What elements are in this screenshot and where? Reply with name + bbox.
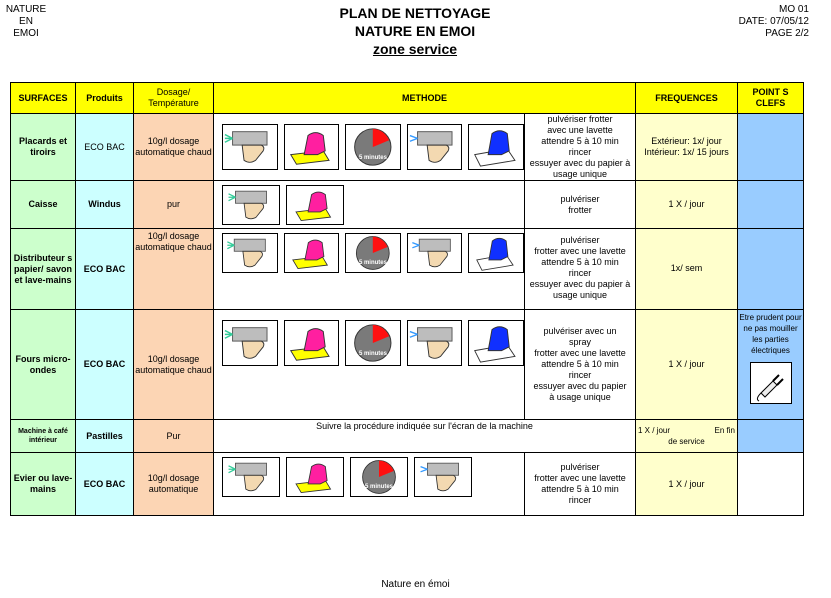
scrub-icon	[284, 233, 340, 273]
method-line: frotter avec une lavette	[534, 348, 626, 358]
table-row	[11, 229, 804, 310]
scrub-icon	[284, 124, 340, 170]
method-line: usage unique	[552, 169, 608, 179]
scrub-icon	[286, 457, 344, 497]
frequency-line: 1x/ sem	[670, 263, 703, 273]
table-row	[11, 453, 804, 516]
wipe-icon	[468, 320, 524, 366]
timer-icon	[345, 233, 401, 273]
key-points-cell	[738, 453, 804, 516]
dosage-header-2: Température	[148, 98, 199, 108]
points-header-2: CLEFS	[755, 98, 786, 108]
cleaning-plan-table	[10, 82, 804, 516]
method-line: pulvériser	[560, 235, 600, 245]
method-line: frotter	[568, 204, 592, 215]
frequency-cell	[636, 310, 738, 420]
table-header-row	[11, 83, 804, 114]
product-cell: Pastilles	[76, 420, 134, 453]
rinse-icon	[414, 457, 472, 497]
product-cell: ECO BAC	[76, 229, 134, 310]
method-line: attendre 5 à 10 min	[541, 359, 619, 369]
doc-page: PAGE 2/2	[765, 28, 809, 39]
frequency-cell	[636, 181, 738, 229]
dosage-header-1: Dosage/	[156, 87, 191, 97]
document-meta	[739, 4, 809, 40]
method-icons-cell	[214, 310, 525, 420]
frequency-line: Extérieur: 1x/ jour	[651, 136, 722, 146]
method-line: pulvériser	[560, 462, 600, 472]
surface-cell: Caisse	[11, 181, 76, 229]
col-header-surfaces: SURFACES	[11, 83, 76, 114]
dosage-cell: 10g/l dosage automatique chaud	[134, 310, 214, 420]
doc-date: DATE: 07/05/12	[738, 16, 809, 27]
frequency-line: 1 X / jour	[638, 426, 671, 435]
frequency-line: 1 X / jour	[668, 199, 705, 209]
company-line: NATURE	[5, 4, 47, 15]
title-line-1: PLAN DE NETTOYAGE	[339, 5, 491, 21]
frequency-line: de service	[668, 437, 705, 446]
key-points-cell	[738, 114, 804, 181]
dosage-cell: 10g/l dosage automatique chaud	[134, 229, 214, 310]
method-icons-cell	[214, 453, 525, 516]
frequency-line: 1 X / jour	[668, 359, 705, 369]
method-line: attendre 5 à 10 min	[541, 136, 619, 146]
title-line-2: NATURE EN EMOI	[354, 23, 476, 39]
dosage-cell: pur	[134, 181, 214, 229]
table-row	[11, 310, 804, 420]
surface-cell: Evier ou lave-mains	[11, 453, 76, 516]
surface-cell: Placards et tiroirs	[11, 114, 76, 181]
wipe-icon	[468, 233, 524, 273]
key-points-cell	[738, 181, 804, 229]
table-row	[11, 181, 804, 229]
timer-icon	[345, 320, 401, 366]
scrub-icon	[284, 320, 340, 366]
dosage-cell: 10g/l dosage automatique chaud	[134, 114, 214, 181]
col-header-produits: Produits	[76, 83, 134, 114]
method-line: attendre 5 à 10 min	[541, 484, 619, 494]
procedure-cell: Suivre la procédure indiquée sur l'écran de la machine	[214, 420, 636, 453]
timer-icon	[350, 457, 408, 497]
method-text-cell	[525, 453, 636, 516]
frequency-cell	[636, 420, 738, 453]
points-header-1: POINT S	[752, 87, 789, 97]
timer-label: 5 minutes	[358, 260, 387, 266]
method-line: à usage unique	[549, 392, 611, 402]
doc-ref: MO 01	[778, 4, 809, 15]
method-line: pulvériser frotter	[547, 114, 613, 124]
method-line: avec une lavette	[547, 125, 613, 135]
surface-cell: Fours micro-ondes	[11, 310, 76, 420]
col-header-methode: METHODE	[214, 83, 636, 114]
timer-label: 5 minutes	[364, 484, 393, 490]
spray-icon	[222, 457, 280, 497]
rinse-icon	[407, 233, 463, 273]
frequency-line: Intérieur: 1x/ 15 jours	[644, 147, 729, 157]
zone-title: zone service	[372, 41, 458, 57]
company-name-block	[0, 4, 52, 40]
frequency-cell	[636, 229, 738, 310]
method-line: frotter avec une lavette	[534, 246, 626, 256]
method-text-cell	[525, 114, 636, 181]
company-line: EN	[19, 16, 33, 27]
wipe-icon	[468, 124, 524, 170]
table-row	[11, 114, 804, 181]
method-line: spray	[568, 337, 591, 347]
key-points-cell	[738, 229, 804, 310]
key-points-cell	[738, 310, 804, 420]
document-title	[290, 4, 540, 58]
method-icons-cell	[214, 229, 525, 310]
col-header-dosage	[134, 83, 214, 114]
scrub-icon	[286, 185, 344, 225]
spray-icon	[222, 185, 280, 225]
dosage-cell: 10g/l dosage automatique	[134, 453, 214, 516]
method-line: rincer	[568, 495, 592, 505]
method-line: essuyer avec du papier à	[529, 279, 631, 289]
method-line: attendre 5 à 10 min	[541, 257, 619, 267]
method-icons-cell	[214, 181, 525, 229]
method-text-cell	[525, 229, 636, 310]
frequency-cell	[636, 453, 738, 516]
company-line: EMOI	[13, 28, 39, 39]
method-line: pulvériser avec un	[543, 326, 617, 336]
method-line: rincer	[568, 268, 592, 278]
col-header-points-clefs	[738, 83, 804, 114]
table-row	[11, 420, 804, 453]
col-header-frequences: FREQUENCES	[636, 83, 738, 114]
frequency-line: 1 X / jour	[668, 478, 705, 489]
product-cell: ECO BAC	[76, 310, 134, 420]
surface-cell: Machine à café intérieur	[11, 420, 76, 453]
timer-label: 5 minutes	[358, 351, 387, 357]
spray-icon	[222, 320, 278, 366]
frequency-line: En fin	[714, 426, 735, 435]
spray-icon	[222, 124, 278, 170]
method-line: frotter avec une lavette	[534, 473, 626, 483]
page-footer: Nature en émoi	[381, 579, 450, 590]
electric-plug-icon	[750, 362, 792, 404]
method-line: pulvériser	[560, 193, 600, 204]
product-cell: Windus	[76, 181, 134, 229]
key-points-cell	[738, 420, 804, 453]
surface-cell: Distributeur s papier/ savon et lave-mains	[11, 229, 76, 310]
rinse-icon	[407, 124, 463, 170]
method-text-cell	[525, 181, 636, 229]
dosage-cell: Pur	[134, 420, 214, 453]
method-line: essuyer avec du papier à	[529, 158, 631, 168]
timer-label: 5 minutes	[358, 155, 387, 161]
product-cell: ECO BAC	[76, 114, 134, 181]
key-point-text: Etre prudent pour ne pas mouiller les parties électriques	[739, 313, 802, 355]
frequency-cell	[636, 114, 738, 181]
method-text-cell	[525, 310, 636, 420]
timer-icon	[345, 124, 401, 170]
spray-icon	[222, 233, 278, 273]
product-cell: ECO BAC	[76, 453, 134, 516]
method-icons-cell	[214, 114, 525, 181]
method-line: rincer	[568, 147, 592, 157]
method-line: rincer	[568, 370, 592, 380]
method-line: usage unique	[552, 290, 608, 300]
method-line: essuyer avec du papier	[533, 381, 627, 391]
rinse-icon	[407, 320, 463, 366]
